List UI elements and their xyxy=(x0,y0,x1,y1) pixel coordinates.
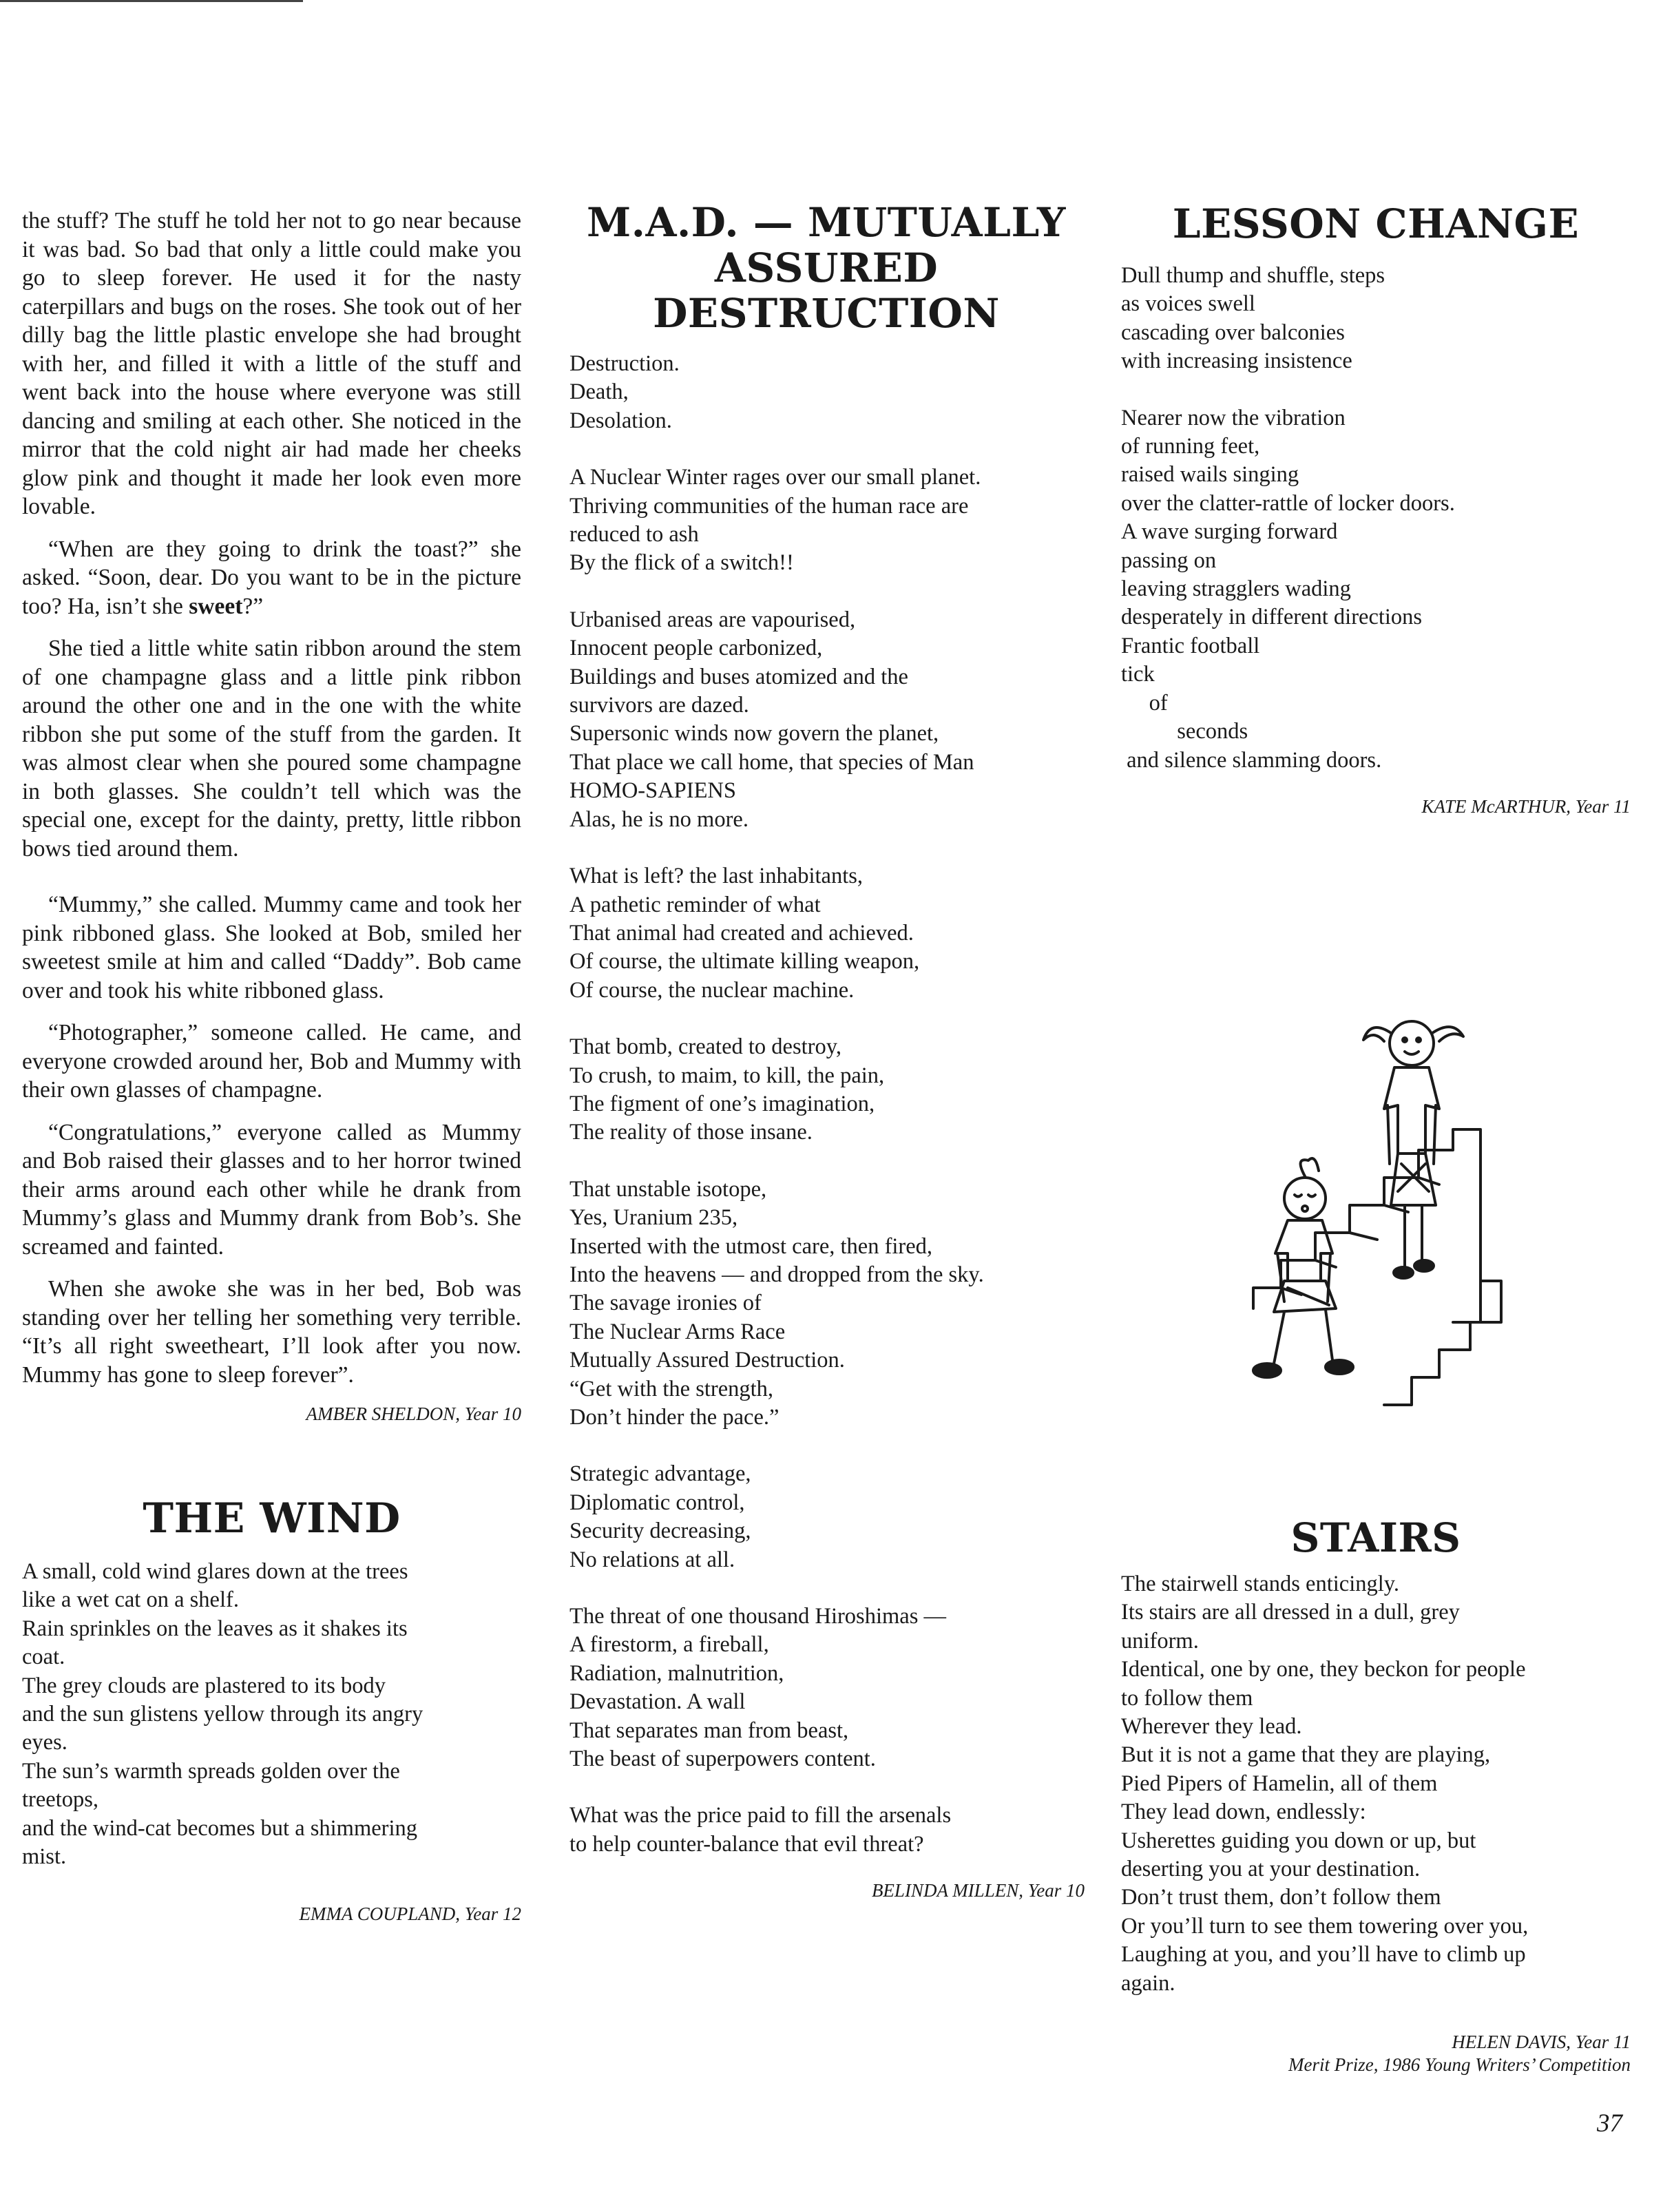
poem-line: over the clatter-rattle of locker doors. xyxy=(1121,490,1455,516)
poem-the-wind xyxy=(22,1558,521,1871)
poem-line: coat. xyxy=(22,1645,65,1670)
poem-line: Alas, he is no more. xyxy=(569,806,749,832)
poem-line: Laughing at you, and you’ll have to climb up xyxy=(1121,1942,1526,1968)
poem-line: Innocent people carbonized, xyxy=(569,636,823,661)
standing-girl-head xyxy=(1390,1021,1434,1065)
poem-line: A wave surging forward xyxy=(1121,519,1338,545)
poem-line: and the sun glistens yellow through its angry xyxy=(22,1702,423,1727)
poem-line: of running feet, xyxy=(1121,434,1260,459)
poem-line: to follow them xyxy=(1121,1685,1253,1711)
poem-stanza xyxy=(569,1603,1085,1773)
stairs-girls-illustration xyxy=(1198,964,1536,1446)
poem-line: Urbanised areas are vapourised, xyxy=(569,607,856,632)
stair-edge xyxy=(1350,1233,1377,1240)
poem-line: The reality of those insane. xyxy=(569,1120,813,1145)
poem-line: Rain sprinkles on the leaves as it shakes its xyxy=(22,1616,408,1641)
standing-girl-arm xyxy=(1388,1105,1390,1164)
staircase-outline xyxy=(1253,1129,1501,1405)
column-left xyxy=(22,207,521,1926)
sitting-girl-shirt xyxy=(1275,1220,1332,1281)
poem-stanza xyxy=(569,463,1085,578)
poem-line: and the wind-cat becomes but a shimmering xyxy=(22,1815,418,1841)
poem-lesson-change xyxy=(1121,262,1631,775)
poem-line: The beast of superpowers content. xyxy=(569,1746,876,1772)
standing-girl-shirt xyxy=(1384,1067,1439,1154)
poem-line: Frantic football xyxy=(1121,633,1260,658)
title-line: DESTRUCTION xyxy=(653,290,1000,337)
story-continuation xyxy=(22,207,521,1389)
story-bold-word: sweet xyxy=(189,593,243,619)
poem-line: like a wet cat on a shelf. xyxy=(22,1587,239,1613)
poem-line: Buildings and buses atomized and the xyxy=(569,664,908,689)
poem-line: Identical, one by one, they beckon for people xyxy=(1121,1657,1526,1682)
poem-line: eyes. xyxy=(22,1730,67,1755)
story-paragraph xyxy=(22,535,521,621)
poem-line: reduced to ash xyxy=(569,522,699,547)
poem-line: Of course, the ultimate killing weapon, xyxy=(569,949,920,974)
sitting-girl-leg xyxy=(1326,1310,1332,1360)
poem-line: What is left? the last inhabitants, xyxy=(569,864,863,889)
story-paragraph: When she awoke she was in her bed, Bob was standing over her telling her something very terrible. “It’s all right sweetheart, I’ll look after you now. Mummy has gone to sleep forever”. xyxy=(22,1276,521,1388)
poem-stanza xyxy=(569,862,1085,1005)
illustration-drawing xyxy=(1198,964,1536,1446)
poem-line: To crush, to maim, to kill, the pain, xyxy=(569,1063,885,1088)
poem-line: The Nuclear Arms Race xyxy=(569,1319,786,1344)
poem-line: Destruction. xyxy=(569,351,680,376)
standing-girl-arm xyxy=(1434,1105,1436,1164)
poem-line: The savage ironies of xyxy=(569,1291,762,1316)
poem-line: Radiation, malnutrition, xyxy=(569,1660,784,1686)
poem-line: mist. xyxy=(22,1844,67,1870)
pigtail-right xyxy=(1432,1027,1463,1041)
story-text: ?” xyxy=(242,593,264,619)
poem-line: “Get with the strength, xyxy=(569,1376,774,1401)
poem-line: The grey clouds are plastered to its body xyxy=(22,1673,386,1698)
poem-line: That separates man from beast, xyxy=(569,1718,849,1743)
poem-line: Wherever they lead. xyxy=(1121,1713,1302,1739)
poem-line: Into the heavens — and dropped from the sky. xyxy=(569,1262,984,1287)
poem-line: Or you’ll turn to see them towering over you, xyxy=(1121,1913,1529,1939)
poem-line: with increasing insistence xyxy=(1121,348,1352,374)
story-paragraph: “Congratulations,” everyone called as Mummy and Bob raised their glasses and to her horror twined their arms around each other while he drank from Mummy’s glass and Mummy drank from Bob’s. She screamed and fainted. xyxy=(22,1119,521,1260)
byline-author: HELEN DAVIS, Year 11 xyxy=(1452,2032,1631,2052)
poem-line: Strategic advantage, xyxy=(569,1461,751,1487)
poem-line: Supersonic winds now govern the planet, xyxy=(569,721,939,747)
poem-stanza xyxy=(569,350,1085,435)
column-middle xyxy=(568,200,1085,1902)
poem-line: to help counter-balance that evil threat? xyxy=(569,1831,924,1857)
sitting-girl-eye xyxy=(1295,1195,1301,1197)
poem-line: desperately in different directions xyxy=(1121,605,1423,630)
story-paragraph: “Photographer,” someone called. He came, and everyone crowded around her, Bob and Mummy with their own glasses of champagne. xyxy=(22,1020,521,1103)
poem-line: Inserted with the utmost care, then fired, xyxy=(569,1233,933,1259)
poem-line: By the flick of a switch!! xyxy=(569,550,794,576)
poem-line: Usherettes guiding you down or up, but xyxy=(1121,1828,1476,1853)
poem-line: A firestorm, a fireball, xyxy=(569,1632,769,1658)
poem-line: But it is not a game that they are playing, xyxy=(1121,1742,1491,1768)
story-paragraph: She tied a little white satin ribbon around the stem of one champagne glass and a little pink ribbon around the other one and in the one with the white ribbon she put some of the stuff from the garden. It was almost clear when she poured some champagne in both glasses. She couldn’t tell which was the special one, except for the dainty, pretty, little ribbon bows tied around them. xyxy=(22,636,521,862)
poem-line: leaving stragglers wading xyxy=(1121,576,1351,602)
byline-emma-coupland: EMMA COUPLAND, Year 12 xyxy=(299,1903,521,1925)
standing-girl-shoe xyxy=(1394,1267,1413,1278)
poem-stanza xyxy=(1121,262,1631,376)
poem-line: tick xyxy=(1121,662,1155,687)
standing-girl-skirt xyxy=(1391,1154,1436,1205)
byline-prize: Merit Prize, 1986 Young Writers’ Competition xyxy=(1288,2054,1631,2075)
poem-stanza xyxy=(569,606,1085,834)
sitting-girl-shoe xyxy=(1253,1364,1281,1377)
poem-line: Thriving communities of the human race are xyxy=(569,493,969,519)
poem-stanza xyxy=(569,1033,1085,1147)
top-rule xyxy=(0,0,303,2)
poem-line: The threat of one thousand Hiroshimas — xyxy=(569,1604,946,1629)
poem-line: Nearer now the vibration xyxy=(1121,405,1346,430)
standing-girl-shoe xyxy=(1414,1260,1434,1271)
poem-stairs xyxy=(1121,1570,1631,1998)
poem-stanza xyxy=(569,1802,1085,1859)
poem-line: Diplomatic control, xyxy=(569,1490,745,1515)
stair-edge xyxy=(1315,1260,1336,1267)
poem-line: of xyxy=(1121,690,1168,716)
title-mad xyxy=(568,200,1085,336)
poem-line: Mutually Assured Destruction. xyxy=(569,1348,845,1373)
poem-line: The sun’s warmth spreads golden over the xyxy=(22,1758,400,1784)
poem-line: No relations at all. xyxy=(569,1547,735,1572)
poem-line: Yes, Uranium 235, xyxy=(569,1205,738,1231)
title-line: M.A.D. — MUTUALLY xyxy=(587,199,1066,246)
sitting-girl-mouth xyxy=(1302,1206,1308,1211)
poem-stanza xyxy=(1121,404,1631,775)
story-paragraph: “Mummy,” she called. Mummy came and took her pink ribboned glass. She looked at Bob, smiled her sweetest smile at him and called “Daddy”. Bob came over and took his white ribboned glass. xyxy=(22,892,521,1003)
skirt-plaid xyxy=(1288,1288,1329,1305)
poem-line: Devastation. A wall xyxy=(569,1689,746,1715)
poem-line: What was the price paid to fill the arsenals xyxy=(569,1803,952,1828)
poem-line: raised wails singing xyxy=(1121,462,1299,488)
sitting-girl-eye xyxy=(1308,1195,1315,1197)
poem-line: That bomb, created to destroy, xyxy=(569,1034,841,1060)
poem-line: Of course, the nuclear machine. xyxy=(569,977,855,1003)
poem-line: uniform. xyxy=(1121,1628,1199,1653)
title-the-wind: THE WIND xyxy=(143,1494,401,1543)
poem-stanza xyxy=(569,1176,1085,1432)
poem-line: Security decreasing, xyxy=(569,1519,751,1544)
poem-line: That animal had created and achieved. xyxy=(569,920,914,946)
poem-line: HOMO-SAPIENS xyxy=(569,778,736,804)
poem-line: Don’t trust them, don’t follow them xyxy=(1121,1885,1441,1910)
story-paragraph: the stuff? The stuff he told her not to go near because it was bad. So bad that only a little could make you go to sleep forever. He used it for the nasty caterpillars and bugs on the roses. She took out of her dilly bag the little plastic envelope she had brought with her, and filled it with a little of the stuff and went back into the house where everyone was still dancing and smiling at each other. She noticed in the mirror that the cold night air had made her cheeks glow pink and thought it made her look even more lovable. xyxy=(22,208,521,519)
poem-line: cascading over balconies xyxy=(1121,320,1345,345)
pigtail-left xyxy=(1363,1027,1391,1041)
standing-girl-eye xyxy=(1403,1038,1407,1042)
poem-line: A small, cold wind glares down at the trees xyxy=(22,1559,408,1584)
poem-line: A Nuclear Winter rages over our small planet. xyxy=(569,465,981,490)
poem-mad xyxy=(568,350,1085,1859)
title-line: ASSURED xyxy=(714,244,939,291)
poem-line: treetops, xyxy=(22,1787,99,1813)
byline-amber-sheldon: AMBER SHELDON, Year 10 xyxy=(306,1404,521,1424)
poem-line: Its stairs are all dressed in a dull, grey xyxy=(1121,1600,1460,1625)
poem-line: again. xyxy=(1121,1970,1175,1996)
title-lesson-change: LESSON CHANGE xyxy=(1172,200,1580,247)
poem-line: survivors are dazed. xyxy=(569,693,749,718)
poem-line: passing on xyxy=(1121,547,1217,573)
poem-line: as voices swell xyxy=(1121,291,1255,317)
standing-girl-mouth xyxy=(1405,1052,1419,1054)
poem-line: That place we call home, that species of Man xyxy=(569,749,974,775)
title-stairs: STAIRS xyxy=(1290,1514,1461,1561)
poem-line: Dull thump and shuffle, steps xyxy=(1121,263,1385,288)
byline-belinda-millen: BELINDA MILLEN, Year 10 xyxy=(871,1880,1085,1901)
poem-line: A pathetic reminder of what xyxy=(569,892,821,917)
sitting-girl-shoe xyxy=(1326,1360,1353,1374)
poem-line: Death, xyxy=(569,379,629,405)
byline-kate-mcarthur: KATE McARTHUR, Year 11 xyxy=(1421,795,1631,817)
poem-line: Pied Pipers of Hamelin, all of them xyxy=(1121,1771,1438,1796)
poem-line: Desolation. xyxy=(569,408,672,433)
poem-line: The stairwell stands enticingly. xyxy=(1121,1571,1400,1596)
poem-line: seconds xyxy=(1121,719,1248,744)
sitting-girl-leg xyxy=(1274,1312,1284,1364)
poem-stanza xyxy=(569,1460,1085,1574)
standing-girl-eye xyxy=(1416,1038,1421,1042)
byline-helen-davis xyxy=(1121,2031,1631,2076)
poem-line: That unstable isotope, xyxy=(569,1176,767,1202)
poem-line: deserting you at your destination. xyxy=(1121,1856,1421,1881)
poem-line: Don’t hinder the pace.” xyxy=(569,1405,780,1430)
sitting-girl-bow xyxy=(1301,1158,1319,1176)
page-number: 37 xyxy=(1597,2109,1622,2138)
poem-line: They lead down, endlessly: xyxy=(1121,1799,1366,1825)
poem-line: and silence slamming doors. xyxy=(1121,747,1382,773)
poem-line: The figment of one’s imagination, xyxy=(569,1091,875,1116)
story-text: “When are they going to drink the toast?” she asked. “Soon, dear. Do you want to be in the picture too? Ha, isn’t she xyxy=(22,536,521,619)
